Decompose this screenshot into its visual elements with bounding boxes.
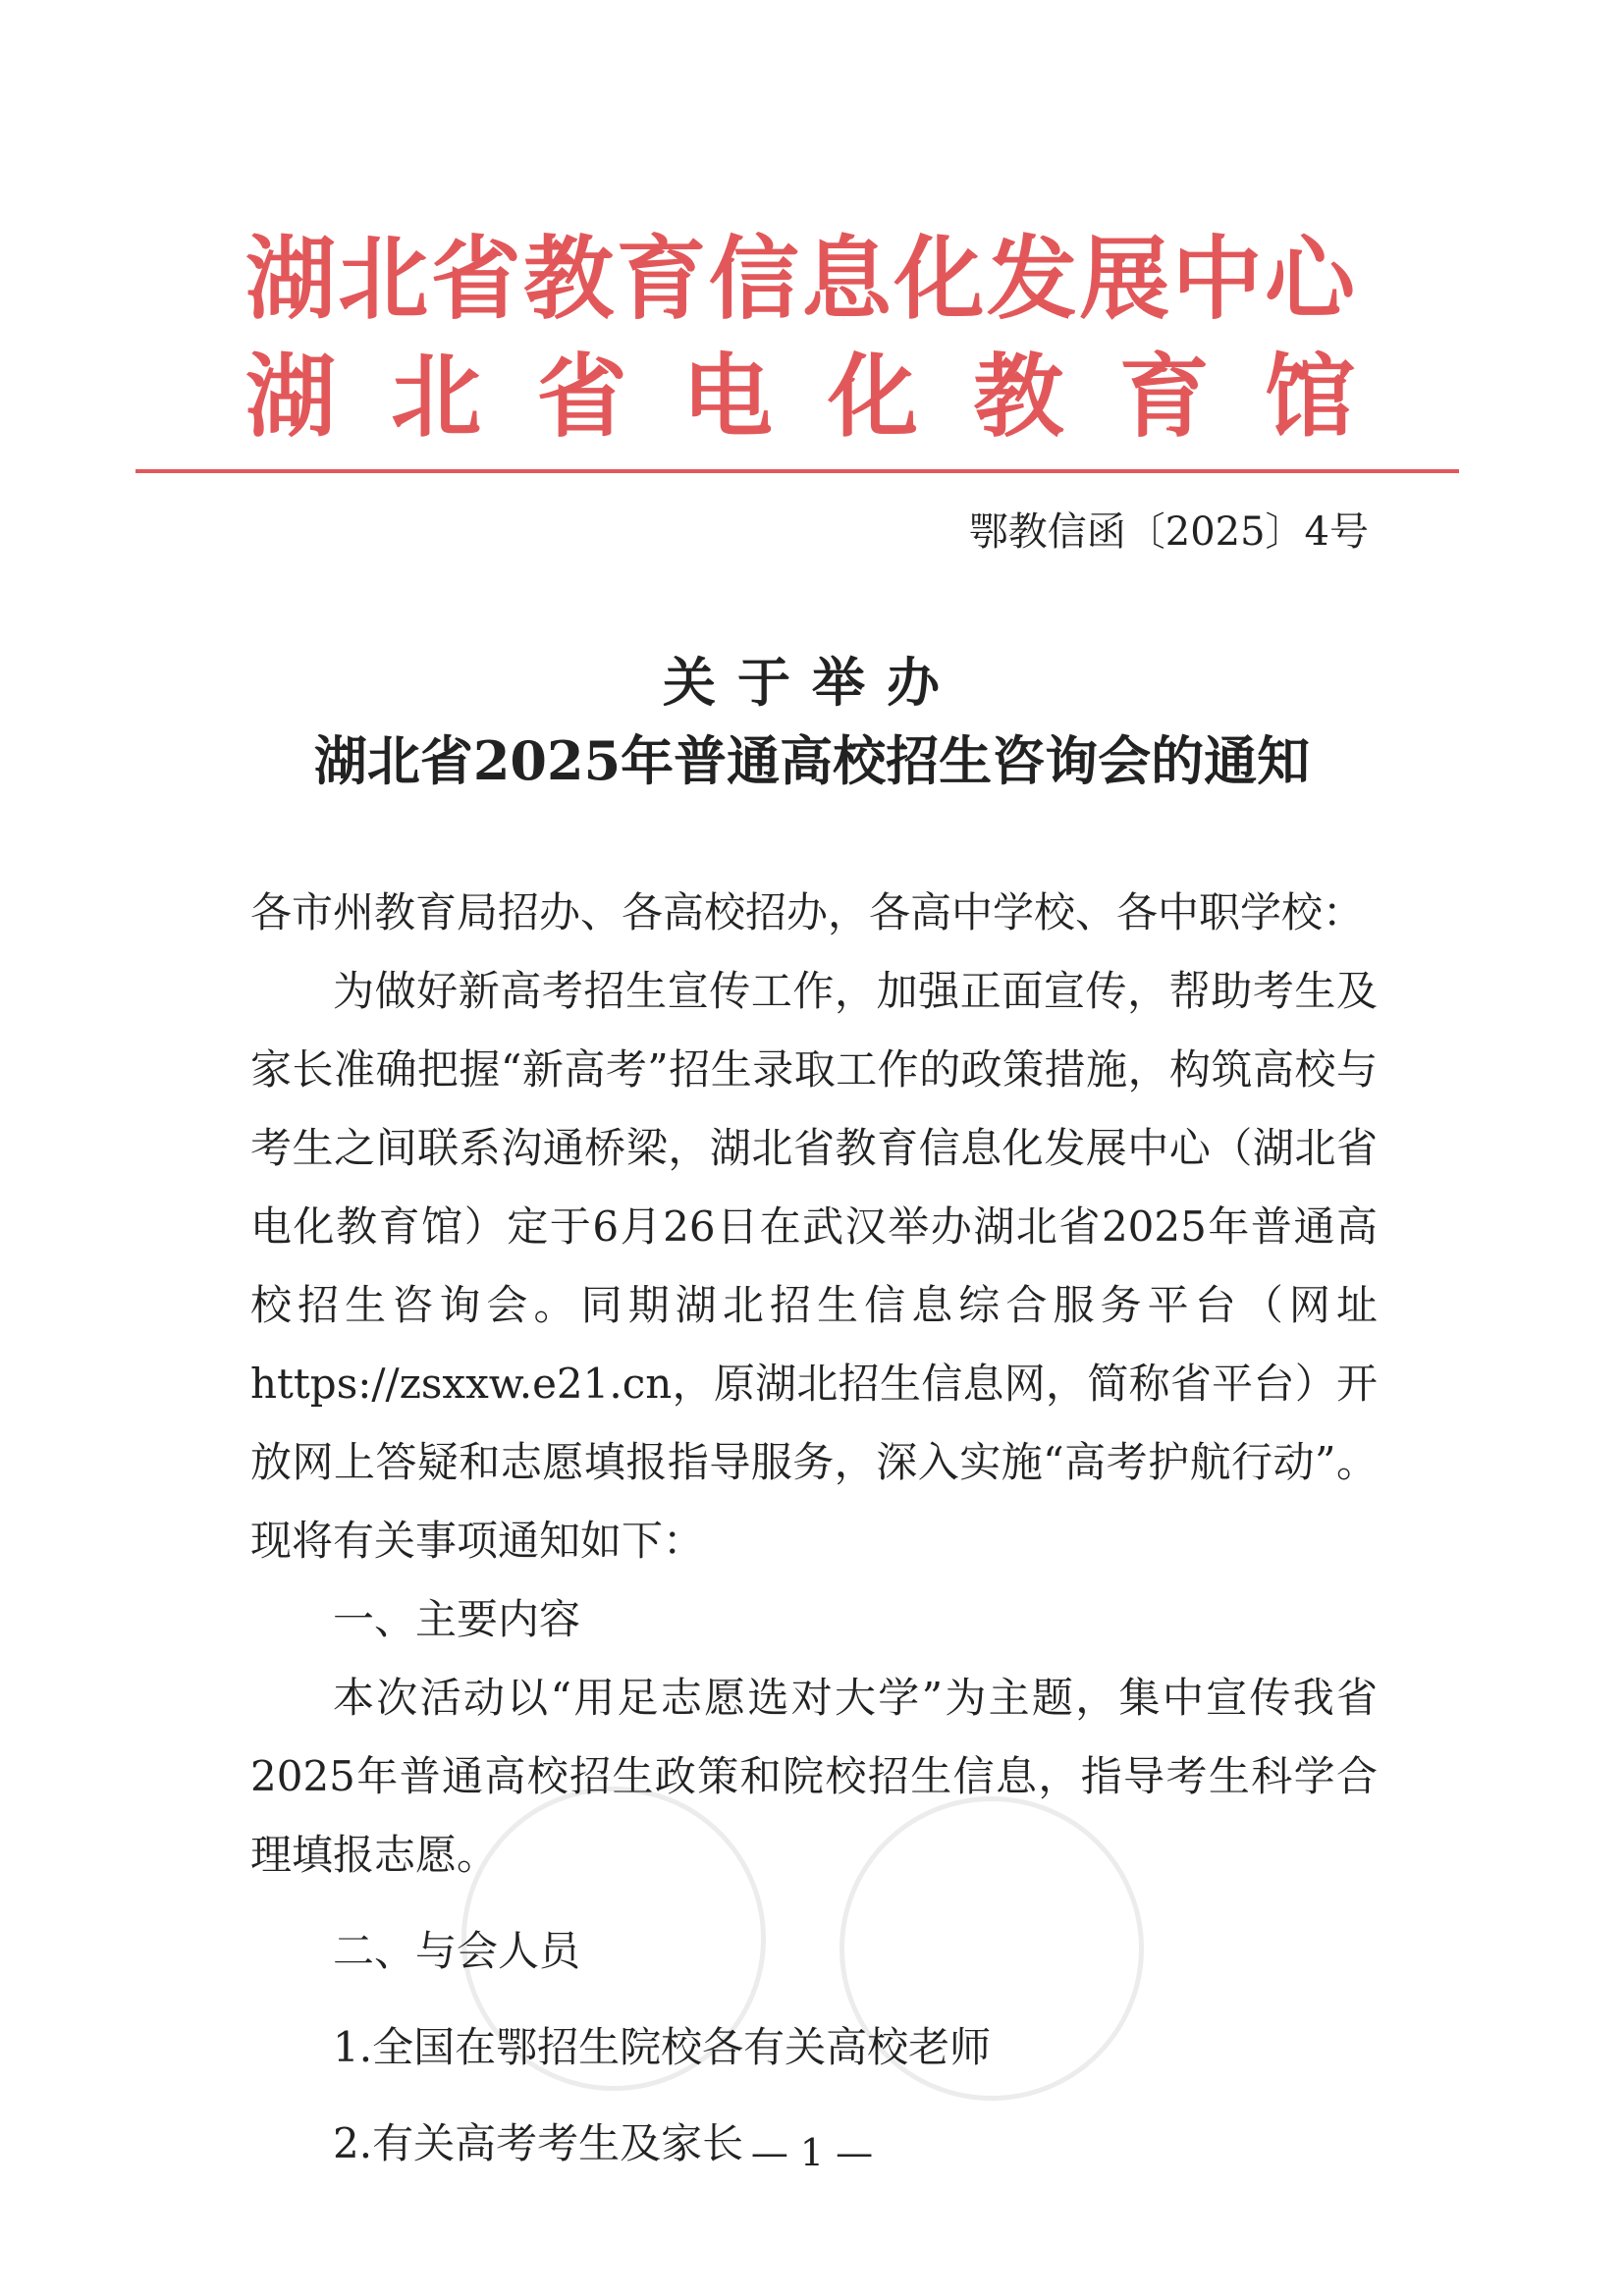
issuer-name-line-1: 湖北省教育信息化发展中心 <box>245 227 1355 332</box>
issuer-name-line-2: 湖北省电化教育馆 <box>245 345 1355 450</box>
attendee-item-1: 1.全国在鄂招生院校各有关高校老师 <box>333 2023 992 2071</box>
red-divider-rule <box>135 469 1459 473</box>
document-body <box>250 874 1378 2183</box>
page-number: — 1 — <box>750 2131 874 2174</box>
title-line-1: 关于举办 <box>663 651 961 714</box>
section-1-heading: 一、主要内容 <box>333 1595 581 1643</box>
section-1-paragraph: 本次活动以“用足志愿选对大学”为主题，集中宣传我省2025年普通高校招生政策和院校招生信息，指导考生科学合理填报志愿。 <box>250 1674 1378 1879</box>
attendee-item-2: 2.有关高考考生及家长 <box>333 2119 744 2167</box>
intro-paragraph: 为做好新高考招生宣传工作，加强正面宣传，帮助考生及家长准确把握“新高考”招生录取工作的政策措施，构筑高校与考生之间联系沟通桥梁，湖北省教育信息化发展中心（湖北省电化教育馆）定于6月26日在武汉举办湖北省2025年普通高校招生咨询会。同期湖北招生信息综合服务平台（网址https://zsxxw.e21.cn，原湖北招生信息网，简称省平台）开放网上答疑和志愿填报指导服务，深入实施“高考护航行动”。现将有关事项通知如下： <box>250 967 1378 1565</box>
title-line-2: 湖北省2025年普通高校招生咨询会的通知 <box>313 729 1311 792</box>
document-number: 鄂教信函〔2025〕4号 <box>968 509 1369 555</box>
section-2-heading: 二、与会人员 <box>333 1927 581 1975</box>
salutation: 各市州教育局招办、各高校招办，各高中学校、各中职学校： <box>250 888 1365 936</box>
